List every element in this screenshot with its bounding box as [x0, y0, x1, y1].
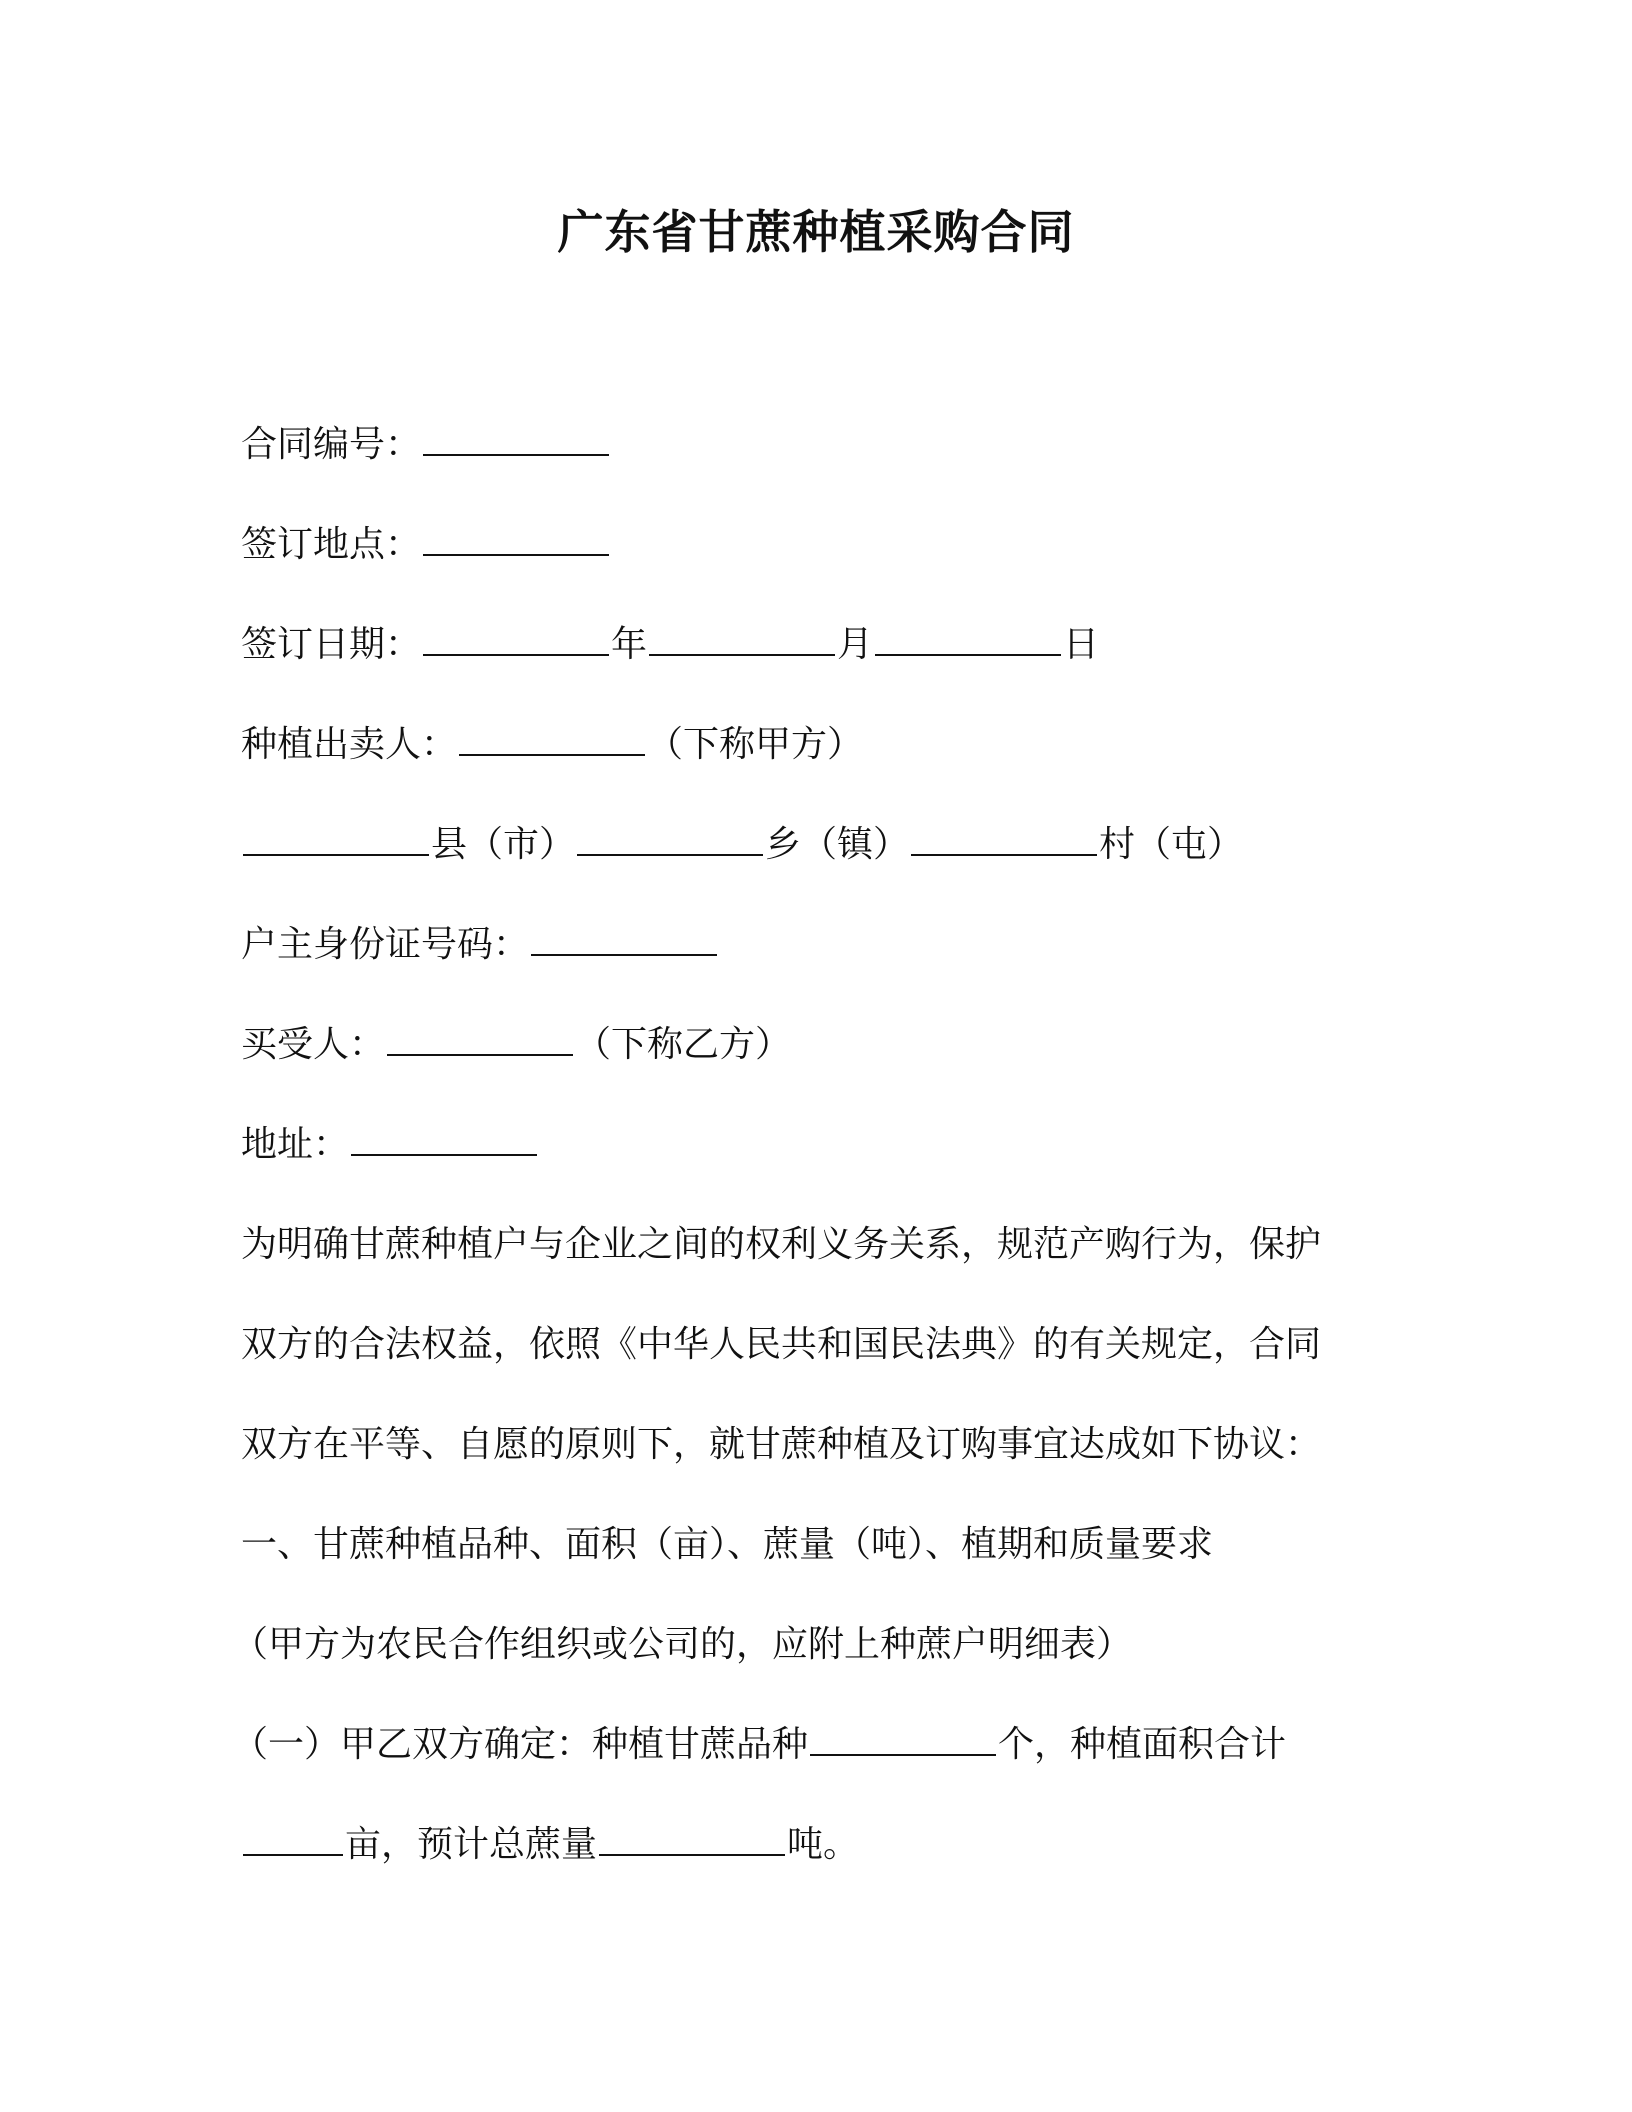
address-label: 地址：	[241, 1124, 350, 1165]
contract-number-label: 合同编号：	[241, 424, 422, 465]
sign-place-line	[241, 523, 1401, 567]
id-number-label: 户主身份证号码：	[241, 924, 530, 965]
id-number-blank[interactable]	[531, 924, 717, 956]
seller-label: 种植出卖人：	[241, 724, 458, 765]
county-label: 县（市）	[431, 824, 576, 865]
county-blank[interactable]	[243, 824, 429, 856]
day-label: 日	[1063, 624, 1100, 665]
buyer-suffix: （下称乙方）	[575, 1024, 792, 1065]
address-line	[241, 1123, 1401, 1167]
page-title: 广东省甘蔗种植采购合同	[557, 205, 1075, 259]
section-note: （甲方为农民合作组织或公司的，应附上种蔗户明细表）	[232, 1624, 1133, 1665]
village-blank[interactable]	[911, 824, 1097, 856]
clause-line	[241, 1823, 1401, 1867]
clause-line	[232, 1723, 1392, 1767]
buyer-blank[interactable]	[387, 1024, 573, 1056]
location-line	[241, 823, 1401, 867]
sign-place-blank[interactable]	[423, 524, 609, 556]
intro-paragraph-line: 双方在平等、自愿的原则下，就甘蔗种植及订购事宜达成如下协议：	[241, 1424, 1322, 1465]
day-blank[interactable]	[875, 624, 1061, 656]
year-label: 年	[611, 624, 648, 665]
sign-date-line	[241, 623, 1401, 667]
area-blank[interactable]	[243, 1824, 343, 1856]
intro-paragraph-line: 双方的合法权益，依照《中华人民共和国民法典》的有关规定，合同	[241, 1324, 1322, 1365]
clause-text: （一）甲乙双方确定：种植甘蔗品种	[232, 1724, 809, 1765]
seller-blank[interactable]	[459, 724, 645, 756]
address-blank[interactable]	[351, 1124, 537, 1156]
buyer-label: 买受人：	[241, 1024, 386, 1065]
contract-number-line	[241, 423, 1401, 467]
month-label: 月	[837, 624, 874, 665]
seller-line	[241, 723, 1401, 767]
village-label: 村（屯）	[1099, 824, 1244, 865]
township-blank[interactable]	[577, 824, 763, 856]
clause-text: 个，种植面积合计	[998, 1724, 1287, 1765]
township-label: 乡（镇）	[765, 824, 910, 865]
id-number-line	[241, 923, 1401, 967]
contract-number-blank[interactable]	[423, 424, 609, 456]
clause-text: 吨。	[787, 1824, 860, 1865]
total-cane-blank[interactable]	[599, 1824, 785, 1856]
month-blank[interactable]	[649, 624, 835, 656]
clause-text: 亩，预计总蔗量	[345, 1824, 598, 1865]
seller-suffix: （下称甲方）	[647, 724, 864, 765]
buyer-line	[241, 1023, 1401, 1067]
year-blank[interactable]	[423, 624, 609, 656]
sign-place-label: 签订地点：	[241, 524, 422, 565]
section-heading: 一、甘蔗种植品种、面积（亩）、蔗量（吨）、植期和质量要求	[241, 1524, 1214, 1565]
variety-count-blank[interactable]	[810, 1724, 996, 1756]
sign-date-label: 签订日期：	[241, 624, 422, 665]
intro-paragraph-line: 为明确甘蔗种植户与企业之间的权利义务关系，规范产购行为，保护	[241, 1224, 1322, 1265]
